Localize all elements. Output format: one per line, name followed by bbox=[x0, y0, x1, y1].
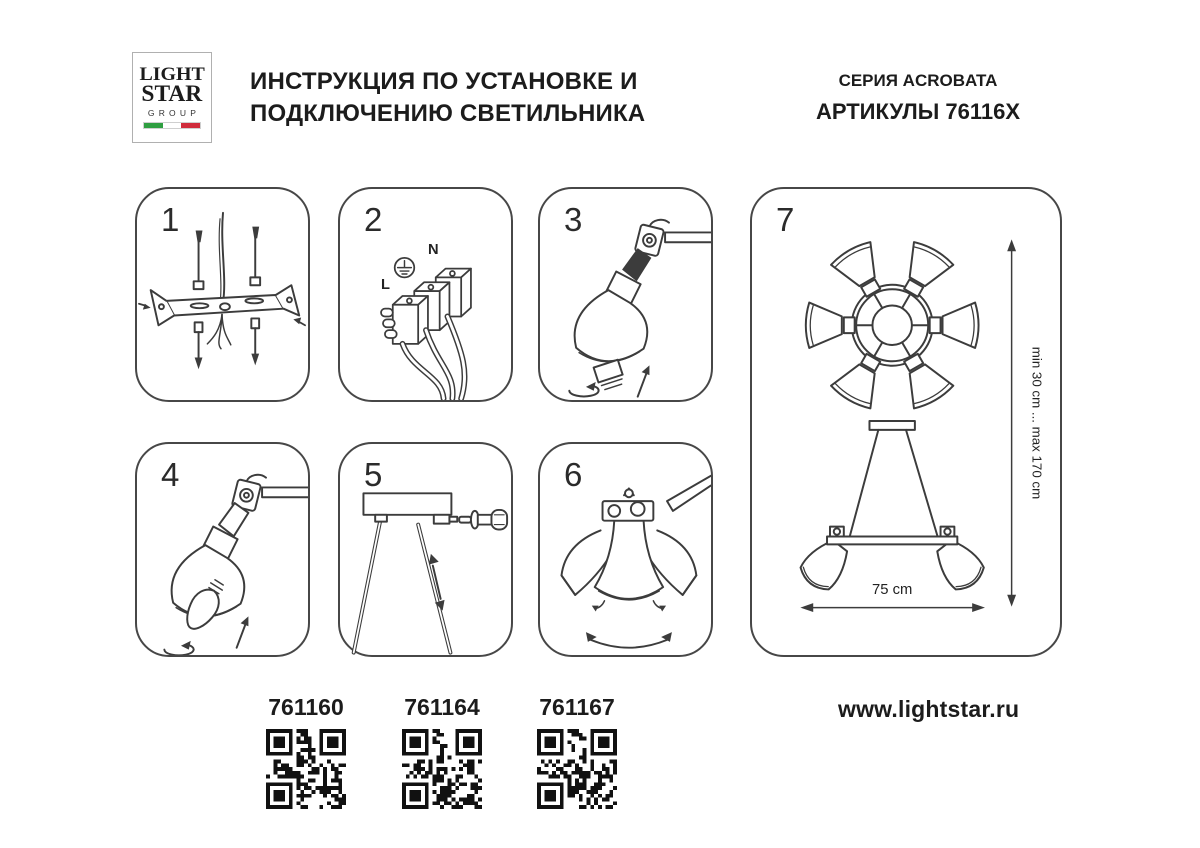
series-block bbox=[810, 71, 1026, 125]
socket-ring bbox=[594, 360, 626, 391]
page-title-line2: ПОДКЛЮЧЕНИЮ СВЕТИЛЬНИКА bbox=[250, 100, 646, 128]
article-code: 761164 bbox=[404, 694, 480, 720]
articles-title: АРТИКУЛЫ 76116X bbox=[815, 99, 1021, 124]
step-number: 4 bbox=[161, 456, 180, 493]
qr-code-icon bbox=[537, 729, 617, 809]
step-panel-2 bbox=[338, 187, 513, 402]
push-arrow-right-icon bbox=[293, 317, 305, 325]
earth-icon bbox=[395, 258, 415, 278]
article-code: 761160 bbox=[268, 694, 344, 720]
side-view bbox=[796, 421, 989, 595]
insert-arrow-icon bbox=[638, 365, 650, 396]
terminal-wiring-illustration bbox=[340, 189, 511, 400]
fixture-dimensions-illustration bbox=[752, 189, 1060, 655]
article-block-2 bbox=[402, 694, 482, 809]
page-title bbox=[250, 66, 645, 131]
screws bbox=[194, 227, 260, 290]
height-dimension bbox=[1007, 239, 1044, 606]
step-number: 3 bbox=[564, 201, 583, 238]
series-name: СЕРИЯ ACROBATA bbox=[838, 71, 998, 90]
step-number: 5 bbox=[364, 456, 383, 493]
qr-code-icon bbox=[266, 729, 346, 809]
neutral-label: N bbox=[427, 241, 439, 258]
swing-arrow-icon bbox=[586, 632, 672, 648]
article-block-1 bbox=[266, 694, 346, 809]
canopy-adjust-illustration bbox=[340, 444, 511, 655]
website-url: www.lightstar.ru bbox=[838, 696, 1020, 722]
width-label: 75 cm bbox=[872, 581, 913, 598]
italian-flag-icon bbox=[143, 122, 201, 129]
height-range-label: min 30 cm ... max 170 cm bbox=[1029, 346, 1045, 500]
logo-word-light: LIGHT bbox=[139, 63, 205, 85]
step-number: 1 bbox=[161, 201, 180, 238]
lightstar-logo bbox=[132, 52, 212, 143]
step-number: 6 bbox=[564, 456, 583, 493]
push-arrow-left-icon bbox=[139, 304, 151, 310]
logo-word-group: GROUP bbox=[147, 108, 201, 119]
step-number: 7 bbox=[776, 201, 795, 238]
shade-socket-illustration bbox=[540, 189, 711, 400]
step-number: 2 bbox=[364, 201, 383, 238]
insert-arrow-icon bbox=[237, 616, 249, 647]
page-title-line1: ИНСТРУКЦИЯ ПО УСТАНОВКЕ И bbox=[250, 68, 638, 95]
step-panel-7 bbox=[750, 187, 1062, 657]
logo-word-star: STAR bbox=[141, 81, 203, 107]
qr-code-icon bbox=[402, 729, 482, 809]
article-block-3 bbox=[537, 694, 617, 809]
step-panel-1 bbox=[135, 187, 310, 402]
pivot-hardware bbox=[603, 488, 654, 520]
wall-plugs bbox=[195, 318, 259, 369]
top-view bbox=[806, 239, 979, 411]
rotate-arrow-icon bbox=[569, 382, 598, 396]
live-label: L bbox=[381, 277, 390, 294]
step-panel-6 bbox=[538, 442, 713, 657]
step-panel-4 bbox=[135, 442, 310, 657]
mounting-bracket-illustration bbox=[137, 189, 308, 400]
step-panel-3 bbox=[538, 187, 713, 402]
bulb-install-illustration bbox=[137, 444, 308, 655]
article-code: 761167 bbox=[539, 694, 615, 720]
step-panel-5 bbox=[338, 442, 513, 657]
screwdriver-icon bbox=[459, 510, 507, 530]
shade-swivel-illustration bbox=[540, 444, 711, 655]
rotate-arrow-icon bbox=[164, 641, 193, 655]
